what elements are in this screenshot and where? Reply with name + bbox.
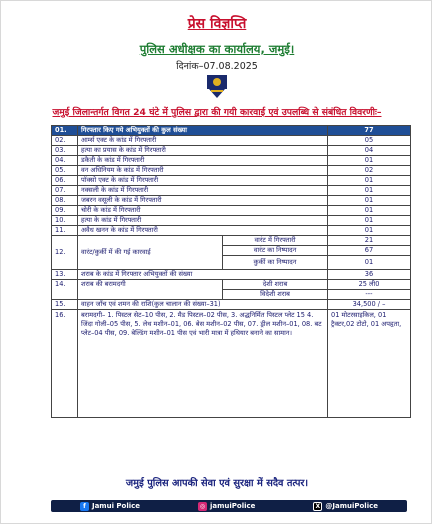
- social-label: Jamui Police: [91, 502, 141, 510]
- row-number: 14.: [52, 280, 78, 300]
- row-number: 09.: [52, 206, 78, 216]
- row-description: शराब के कांड में गिरफ्तार अभियुक्तों की संख्या: [78, 270, 328, 280]
- social-facebook[interactable]: [80, 502, 140, 511]
- row-value: 77: [328, 126, 411, 136]
- row-value: 01 मोटरसाइकिल, 01 ट्रैक्टर,02 टोटो, 01 अपहृता,: [328, 310, 411, 418]
- table-row: [52, 186, 411, 196]
- row-value: 01: [328, 156, 411, 166]
- row-number: 06.: [52, 176, 78, 186]
- table-row: [52, 146, 411, 156]
- social-instagram[interactable]: [198, 502, 255, 511]
- row-number: 04.: [52, 156, 78, 166]
- row-value: 01: [328, 216, 411, 226]
- row-value: 34,500 / –: [328, 300, 411, 310]
- row-description: शराब की बरामदगी: [78, 280, 223, 300]
- row-description: गिरफ्तार किए गये अभियुक्तों की कुल संख्या: [78, 126, 328, 136]
- facebook-icon: f: [80, 502, 89, 511]
- row-value: 01: [328, 176, 411, 186]
- row-description: डकैती के कांड में गिरफ्तारी: [78, 156, 328, 166]
- instagram-icon: ◎: [199, 502, 206, 510]
- sub-label: वारंट में गिरफ्तारी: [223, 236, 328, 246]
- row-description: वारंट/कुर्की में की गई कारवाई: [78, 236, 223, 270]
- table-row: [52, 156, 411, 166]
- table-row: [52, 206, 411, 216]
- release-date: दिनांक–07.08.2025: [176, 61, 258, 72]
- row-description: वन अधिनियम के कांड में गिरफ्तारी: [78, 166, 328, 176]
- row-number: 07.: [52, 186, 78, 196]
- row-value: 01: [328, 206, 411, 216]
- row-description: बरामदगी– 1. पिस्टल सेट–10 पीस, 2. मैड पिस्टल–02 पीस, 3. अद्धनिर्मित पिस्टल प्लेट 15 4. जिंदा गोली–05 पीस, 5. लेथ मशीन–01, 06. बेस मशीन–02 पीस, 07. ड्रील मशीन–01, 08. बट प्लेट–04 पीस, 09. बेल्डिंग मशीन–01 पीस एवं भारी मात्रा में हथियार बनाने का सामान।: [78, 310, 328, 418]
- table-row: [52, 236, 411, 246]
- row-value: 67: [328, 246, 411, 256]
- social-label: jamuiPolice: [209, 502, 256, 510]
- press-release-title: प्रेस विज्ञप्ति: [187, 16, 247, 32]
- row-value: 01: [328, 256, 411, 270]
- row-description: वाहन जाँच एवं शमन की राशि(कुल चालान की संख्या–31): [78, 300, 328, 310]
- row-description: अवैध खनन के कांड में गिरफ्तारी: [78, 226, 328, 236]
- table-row: [52, 196, 411, 206]
- table-row: [52, 136, 411, 146]
- sub-label: वारंट का निष्पादन: [223, 246, 328, 256]
- row-value: 05: [328, 136, 411, 146]
- row-value: 25 ली0: [328, 280, 411, 290]
- table-row: [52, 270, 411, 280]
- table-row: [52, 310, 411, 418]
- row-number: 05.: [52, 166, 78, 176]
- row-description: हत्या का प्रयास के कांड में गिरफ्तारी: [78, 146, 328, 156]
- report-subject: जमुई जिलान्तर्गत विगत 24 घंटे में पुलिस द्वारा की गयी कारवाई एवं उपलब्धि से संबंधित विवरणीः–: [52, 107, 382, 118]
- sub-label: कुर्की का निष्पादन: [223, 256, 328, 270]
- row-number: 01.: [52, 126, 78, 136]
- row-description: हत्या के कांड में गिरफ्तारी: [78, 216, 328, 226]
- row-value: 36: [328, 270, 411, 280]
- sub-label: विदेशी शराब: [223, 290, 328, 300]
- row-description: पॉक्सो एक्ट के कांड में गिरफ्तारी: [78, 176, 328, 186]
- row-value: ---: [328, 290, 411, 300]
- row-description: चोरी के कांड में गिरफ्तारी: [78, 206, 328, 216]
- row-number: 12.: [52, 236, 78, 270]
- action-report-table: [51, 125, 411, 418]
- row-number: 10.: [52, 216, 78, 226]
- row-number: 02.: [52, 136, 78, 146]
- row-value: 01: [328, 196, 411, 206]
- police-emblem-icon: [205, 73, 229, 99]
- social-x[interactable]: [313, 502, 378, 511]
- table-row: [52, 166, 411, 176]
- row-number: 13.: [52, 270, 78, 280]
- row-number: 16.: [52, 310, 78, 418]
- row-description: आर्म्स एक्ट के कांड में गिरफ्तारी: [78, 136, 328, 146]
- row-value: 02: [328, 166, 411, 176]
- row-number: 11.: [52, 226, 78, 236]
- footer-slogan: जमुई पुलिस आपकी सेवा एवं सुरक्षा में सदैव तत्पर।: [125, 478, 309, 489]
- table-row: [52, 226, 411, 236]
- row-description: नक्सली के कांड में गिरफ्तारी: [78, 186, 328, 196]
- office-name: पुलिस अधीक्षक का कार्यालय, जमुई।: [139, 42, 295, 56]
- table-row: [52, 280, 411, 290]
- table-row: [52, 176, 411, 186]
- table-row: [52, 126, 411, 136]
- row-value: 01: [328, 186, 411, 196]
- social-bar: [51, 500, 407, 512]
- row-value: 21: [328, 236, 411, 246]
- table-row: [52, 216, 411, 226]
- row-number: 03.: [52, 146, 78, 156]
- x-icon: X: [313, 502, 322, 511]
- table-row: [52, 300, 411, 310]
- sub-label: देशी शराब: [223, 280, 328, 290]
- row-number: 15.: [52, 300, 78, 310]
- row-description: जबरन वसूली के कांड में गिरफ्तारी: [78, 196, 328, 206]
- row-value: 04: [328, 146, 411, 156]
- row-number: 08.: [52, 196, 78, 206]
- social-label: @JamuiPolice: [325, 502, 378, 510]
- row-value: 01: [328, 226, 411, 236]
